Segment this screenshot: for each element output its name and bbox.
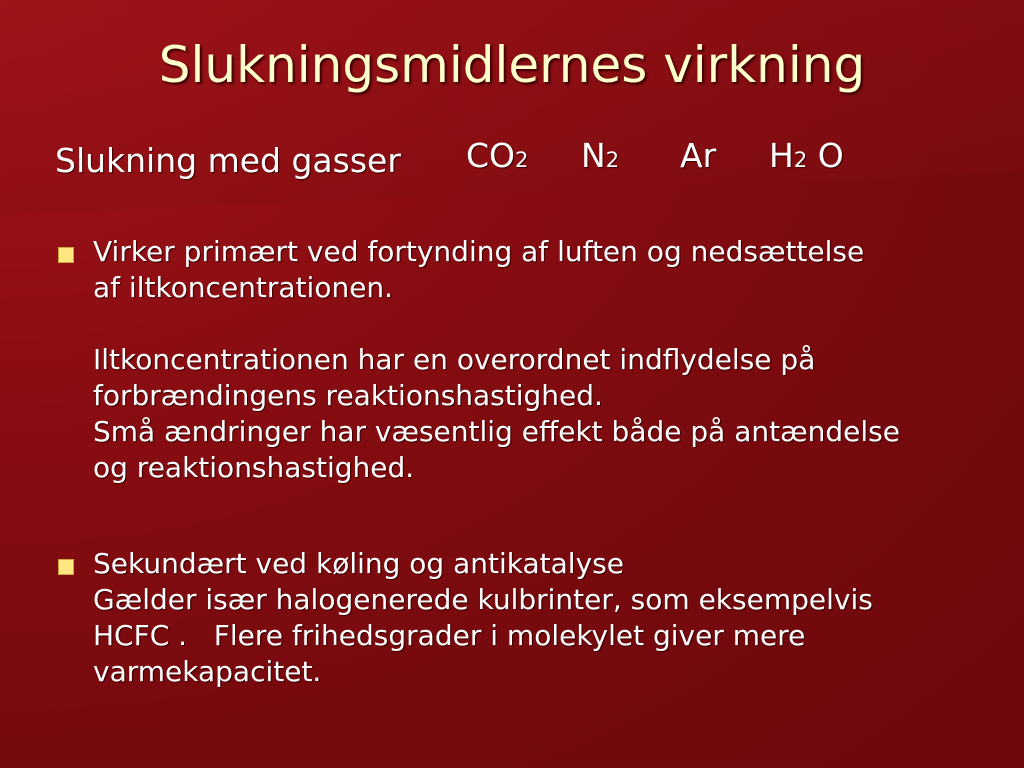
gas-co2 bbox=[466, 135, 528, 181]
gas-subscript: 2 bbox=[605, 148, 620, 172]
bullet-marker bbox=[58, 559, 74, 575]
gas-formula: H bbox=[769, 136, 794, 175]
gas-formula: Ar bbox=[680, 136, 717, 175]
text-line: Gælder især halogenerede kulbrinter, som eksempelvis bbox=[93, 583, 873, 616]
text-line: Iltkoncentrationen har en overordnet indflydelse på bbox=[93, 343, 816, 376]
bullet-paragraph-1 bbox=[93, 234, 993, 486]
bullet-paragraph-2 bbox=[93, 546, 993, 690]
gas-subscript: 2 bbox=[793, 148, 808, 172]
text-line: af iltkoncentrationen. bbox=[93, 271, 394, 304]
text-line: Virker primært ved fortynding af luften og nedsættelse bbox=[93, 235, 865, 268]
gas-subscript: 2 bbox=[515, 148, 529, 172]
gas-h2o bbox=[769, 135, 844, 181]
text-line: HCFC . Flere frihedsgrader i molekylet giver mere bbox=[93, 619, 806, 652]
text-line: og reaktionshastighed. bbox=[93, 451, 415, 484]
text-line: varmekapacitet. bbox=[93, 655, 322, 688]
slide-subtitle: Slukning med gasser bbox=[55, 141, 401, 180]
gas-formula: CO bbox=[466, 136, 516, 175]
gas-n2 bbox=[581, 135, 619, 181]
gas-formula: N bbox=[581, 136, 606, 175]
slide-title: Slukningsmidlernes virkning bbox=[158, 36, 866, 94]
gas-formula-tail: O bbox=[817, 136, 844, 175]
text-line: Sekundært ved køling og antikatalyse bbox=[93, 547, 624, 580]
bullet-marker bbox=[58, 247, 74, 263]
text-line: Små ændringer har væsentlig effekt både på antændelse bbox=[93, 415, 900, 448]
text-line: forbrændingens reaktionshastighed. bbox=[93, 379, 603, 412]
gas-ar bbox=[680, 135, 716, 177]
blank-line bbox=[93, 306, 993, 342]
